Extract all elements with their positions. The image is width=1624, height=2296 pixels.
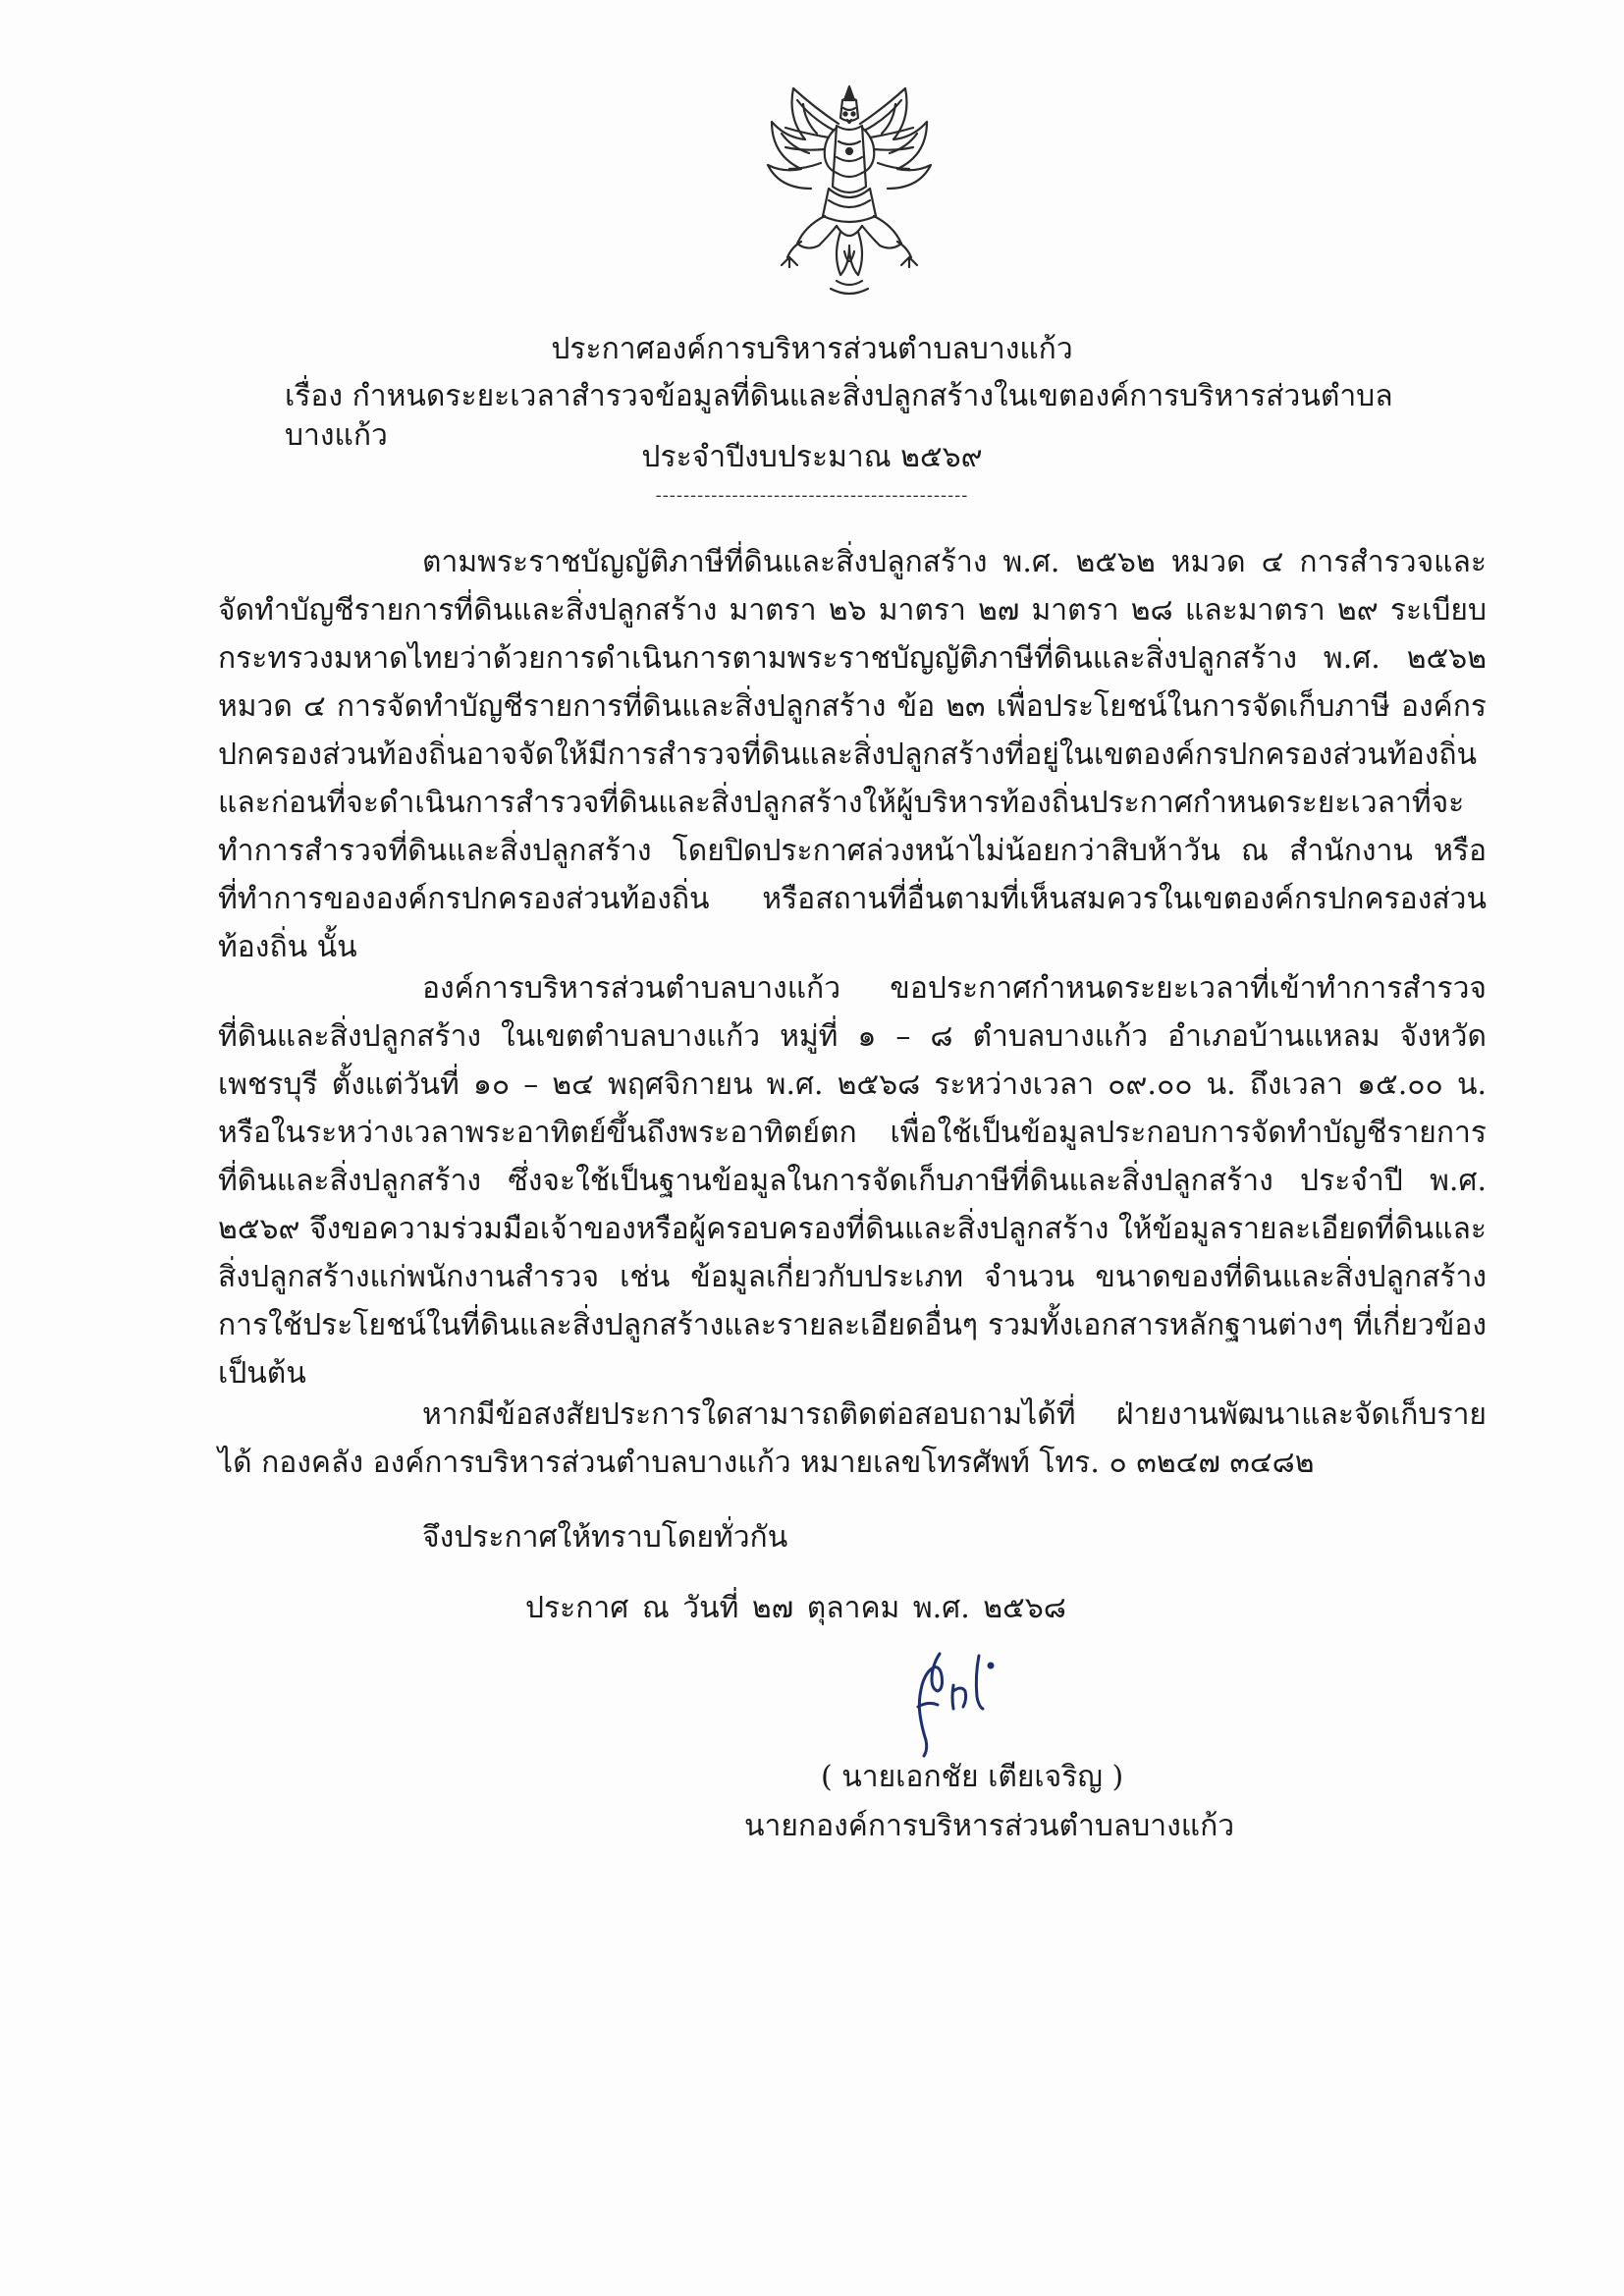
announcement-date: ประกาศ ณ วันที่ ๒๗ ตุลาคม พ.ศ. ๒๕๖๘ (525, 1591, 1066, 1625)
handwritten-signature-icon (889, 1646, 1056, 1764)
signer-name: ( นายเอกชัย เตียเจริญ ) (821, 1760, 1124, 1794)
body-paragraph-legal-basis: ตามพระราชบัญญัติภาษีที่ดินและสิ่งปลูกสร้าง พ.ศ. ๒๕๖๒ หมวด ๔ การสำรวจและจัดทำบัญชีรายการที่ดินและสิ่งปลูกสร้าง มาตรา ๒๖ มาตรา ๒๗ มาตรา ๒๘ และมาตรา ๒๙ ระเบียบกระทรวงมหาดไทยว่าด้วยการดำเนินการตามพระราชบัญญัติภาษีที่ดินและสิ่งปลูกสร้าง พ.ศ. ๒๕๖๒ หมวด ๔ การจัดทำบัญชีรายการที่ดินและสิ่งปลูกสร้าง ข้อ ๒๓ เพื่อประโยชน์ในการจัดเก็บภาษี องค์กรปกครองส่วนท้องถิ่นอาจจัดให้มีการสำรวจที่ดินและสิ่งปลูกสร้างที่อยู่ในเขตองค์กรปกครองส่วนท้องถิ่น และก่อนที่จะดำเนินการสำรวจที่ดินและสิ่งปลูกสร้างให้ผู้บริหารท้องถิ่นประกาศกำหนดระยะเวลาที่จะทำการสำรวจที่ดินและสิ่งปลูกสร้าง โดยปิดประกาศล่วงหน้าไม่น้อยกว่าสิบห้าวัน ณ สำนักงาน หรือที่ทำการขององค์กรปกครองส่วนท้องถิ่น หรือสถานที่อื่นตามที่เห็นสมควรในเขตองค์กรปกครองส่วนท้องถิ่น นั้น (218, 545, 1487, 964)
signer-title: นายกองค์การบริหารส่วนตำบลบางแก้ว (744, 1809, 1235, 1843)
closing-statement: จึงประกาศให้ทราบโดยทั่วกัน (422, 1520, 788, 1555)
header-divider: --------------------------------------------- (655, 485, 969, 506)
fiscal-year-line: ประจำปีงบประมาณ ๒๕๖๙ (641, 440, 983, 474)
garuda-emblem-icon (746, 79, 952, 304)
announcement-title: ประกาศองค์การบริหารส่วนตำบลบางแก้ว (551, 332, 1073, 366)
body-paragraph-survey-schedule: องค์การบริหารส่วนตำบลบางแก้ว ขอประกาศกำหนดระยะเวลาที่เข้าทำการสำรวจที่ดินและสิ่งปลูกสร้าง ในเขตตำบลบางแก้ว หมู่ที่ ๑ – ๘ ตำบลบางแก้ว อำเภอบ้านแหลม จังหวัดเพชรบุรี ตั้งแต่วันที่ ๑๐ – ๒๔ พฤศจิกายน พ.ศ. ๒๕๖๘ ระหว่างเวลา ๐๙.๐๐ น. ถึงเวลา ๑๕.๐๐ น. หรือในระหว่างเวลาพระอาทิตย์ขึ้นถึงพระอาทิตย์ตก เพื่อใช้เป็นข้อมูลประกอบการจัดทำบัญชีรายการที่ดินและสิ่งปลูกสร้าง ซึ่งจะใช้เป็นฐานข้อมูลในการจัดเก็บภาษีที่ดินและสิ่งปลูกสร้าง ประจำปี พ.ศ. ๒๕๖๙ จึงขอความร่วมมือเจ้าของหรือผู้ครอบครองที่ดินและสิ่งปลูกสร้าง ให้ข้อมูลรายละเอียดที่ดินและสิ่งปลูกสร้างแก่พนักงานสำรวจ เช่น ข้อมูลเกี่ยวกับประเภท จำนวน ขนาดของที่ดินและสิ่งปลูกสร้าง การใช้ประโยชน์ในที่ดินและสิ่งปลูกสร้างและรายละเอียดอื่นๆ รวมทั้งเอกสารหลักฐานต่างๆ ที่เกี่ยวข้องเป็นต้น (218, 971, 1487, 1391)
body-paragraph-contact: หากมีข้อสงสัยประการใดสามารถติดต่อสอบถามได้ที่ ฝ่ายงานพัฒนาและจัดเก็บรายได้ กองคลัง องค์การบริหารส่วนตำบลบางแก้ว หมายเลขโทรศัพท์ โทร. ๐ ๓๒๔๗ ๓๔๘๒ (218, 1397, 1487, 1480)
announcement-subject: เรื่อง กำหนดระยะเวลาสำรวจข้อมูลที่ดินและสิ่งปลูกสร้างในเขตองค์การบริหารส่วนตำบลบางแก้ว (285, 379, 1393, 453)
